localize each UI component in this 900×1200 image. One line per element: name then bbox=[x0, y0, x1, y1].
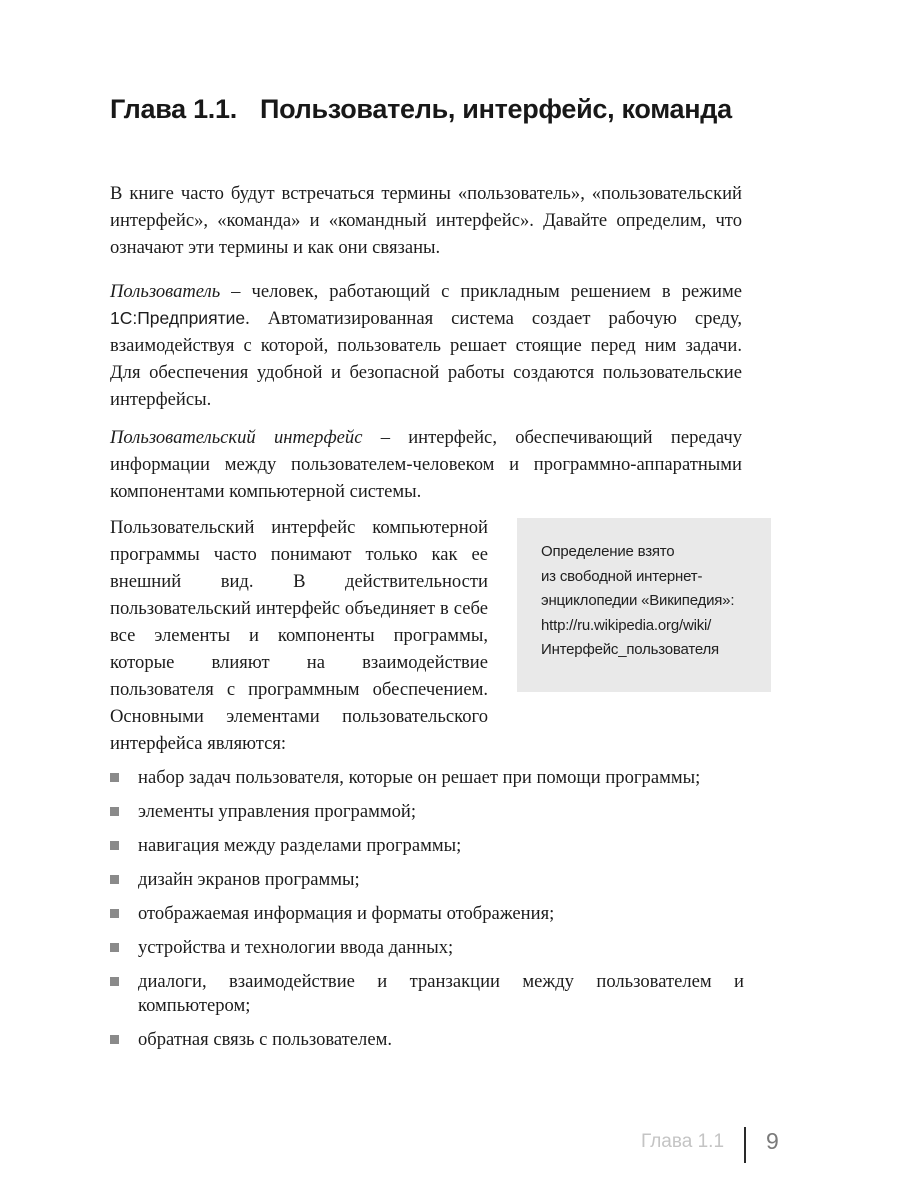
ui-elements-list bbox=[110, 766, 744, 1062]
footer-chapter-label: Глава 1.1 bbox=[641, 1131, 725, 1152]
square-bullet-icon bbox=[110, 807, 119, 816]
enterprise-mode-name: 1С:Предприятие bbox=[110, 308, 246, 328]
list-item bbox=[110, 1028, 744, 1052]
ui-definition-paragraph bbox=[110, 424, 742, 505]
list-item-text: элементы управления программой; bbox=[138, 801, 417, 822]
square-bullet-icon bbox=[110, 943, 119, 952]
ui-definition-text: – интерфейс, обеспечивающий передачу информации между пользователем-человеком и программно-аппаратными компонентами компьютерной системы. bbox=[110, 427, 742, 502]
chapter-title: Пользователь, интерфейс, команда bbox=[260, 94, 732, 124]
list-item-text: устройства и технологии ввода данных; bbox=[138, 937, 454, 958]
sidebar-url: Интерфейс_пользователя bbox=[541, 641, 719, 658]
list-item-text: диалоги, взаимодействие и транзакции между пользователем и компьютером; bbox=[138, 971, 744, 1016]
list-item-text: обратная связь с пользователем. bbox=[138, 1029, 392, 1050]
page-number: 9 bbox=[766, 1128, 779, 1154]
list-item bbox=[110, 902, 744, 926]
square-bullet-icon bbox=[110, 841, 119, 850]
chapter-heading bbox=[110, 94, 732, 125]
list-item-text: навигация между разделами программы; bbox=[138, 835, 462, 856]
chapter-number: Глава 1.1. bbox=[110, 94, 237, 124]
user-definition-text-a: – человек, работающий с прикладным решением в режиме bbox=[220, 281, 742, 302]
sidebar-line: энциклопедии «Википедия»: bbox=[541, 592, 735, 609]
user-definition-paragraph bbox=[110, 278, 742, 413]
sidebar-note bbox=[517, 518, 771, 692]
user-definition-text-b: . Автоматизированная система создает рабочую среду, взаимодействуя с которой, пользователь решает стоящие перед ним задачи. Для обеспечения удобной и безопасной работы создаются пользовательские интерфейсы. bbox=[110, 308, 742, 410]
square-bullet-icon bbox=[110, 909, 119, 918]
sidebar-line: из свободной интернет- bbox=[541, 567, 703, 585]
list-item bbox=[110, 936, 744, 960]
list-item-text: отображаемая информация и форматы отображения; bbox=[138, 903, 555, 924]
square-bullet-icon bbox=[110, 1035, 119, 1044]
square-bullet-icon bbox=[110, 773, 119, 782]
ui-elements-paragraph: Пользовательский интерфейс компьютерной программы часто понимают только как ее внешний вид. В действительности пользовательский интерфейс объединяет в себе все элементы и компоненты программы, которые влияют на взаимодействие пользователя с программным обеспечением. Основными элементами пользовательского интерфейса являются: bbox=[110, 517, 488, 754]
user-term: Пользователь bbox=[110, 281, 221, 302]
sidebar-url: http://ru.wikipedia.org/wiki/ bbox=[541, 616, 712, 634]
list-item bbox=[110, 800, 744, 824]
square-bullet-icon bbox=[110, 977, 119, 986]
square-bullet-icon bbox=[110, 875, 119, 884]
list-item bbox=[110, 868, 744, 892]
list-item bbox=[110, 834, 744, 858]
list-item-text: набор задач пользователя, которые он решает при помощи программы; bbox=[138, 767, 701, 788]
footer-divider bbox=[744, 1127, 746, 1163]
intro-paragraph: В книге часто будут встречаться термины «пользователь», «пользовательский интерфейс», «команда» и «командный интерфейс». Давайте определим, что означают эти термины и как они связаны. bbox=[110, 183, 742, 258]
list-item-text: дизайн экранов программы; bbox=[138, 869, 360, 890]
list-item bbox=[110, 766, 744, 790]
ui-term: Пользовательский интерфейс bbox=[110, 427, 363, 448]
sidebar-line: Определение взято bbox=[541, 543, 675, 560]
list-item bbox=[110, 970, 744, 1018]
